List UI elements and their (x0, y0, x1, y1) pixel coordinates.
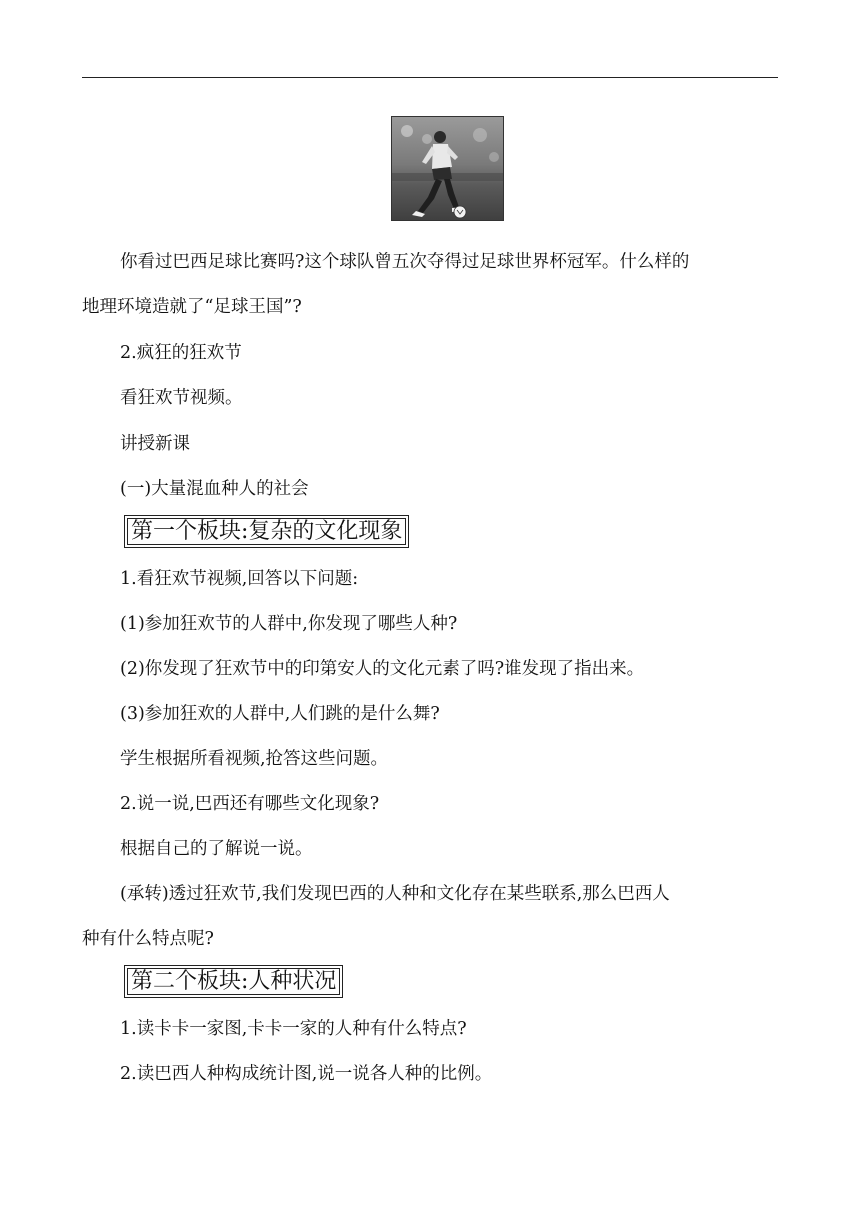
header-rule (82, 77, 778, 78)
reading-1: 1.读卡卡一家图,卡卡一家的人种有什么特点? (120, 1019, 467, 1039)
reading-2: 2.读巴西人种构成统计图,说一说各人种的比例。 (120, 1064, 493, 1084)
question-1-c: (3)参加狂欢的人群中,人们跳的是什么舞? (120, 704, 440, 724)
block-2-title: 第二个板块:人种状况 (124, 965, 343, 998)
question-2-note: 根据自己的了解说一说。 (120, 839, 313, 859)
question-1-a: (1)参加狂欢节的人群中,你发现了哪些人种? (120, 614, 458, 634)
section-1-heading: (一)大量混血种人的社会 (120, 479, 309, 499)
block-1-title: 第一个板块:复杂的文化现象 (124, 515, 409, 548)
intro-paragraph-line-1: 你看过巴西足球比赛吗?这个球队曾五次夺得过足球世界杯冠军。什么样的 (120, 252, 690, 272)
question-1: 1.看狂欢节视频,回答以下问题: (120, 569, 359, 589)
soccer-player-photo (391, 116, 504, 221)
question-1-b: (2)你发现了狂欢节中的印第安人的文化元素了吗?谁发现了指出来。 (120, 659, 645, 679)
lesson-heading: 讲授新课 (120, 434, 190, 454)
intro-item-2: 2.疯狂的狂欢节 (120, 343, 242, 363)
transition-line-1: (承转)透过狂欢节,我们发现巴西的人种和文化存在某些联系,那么巴西人 (120, 884, 670, 904)
intro-paragraph-line-2: 地理环境造就了“足球王国”? (82, 297, 302, 317)
video-note: 看狂欢节视频。 (120, 388, 243, 408)
question-1-note: 学生根据所看视频,抢答这些问题。 (120, 749, 389, 769)
question-2: 2.说一说,巴西还有哪些文化现象? (120, 794, 380, 814)
transition-line-2: 种有什么特点呢? (82, 929, 214, 949)
